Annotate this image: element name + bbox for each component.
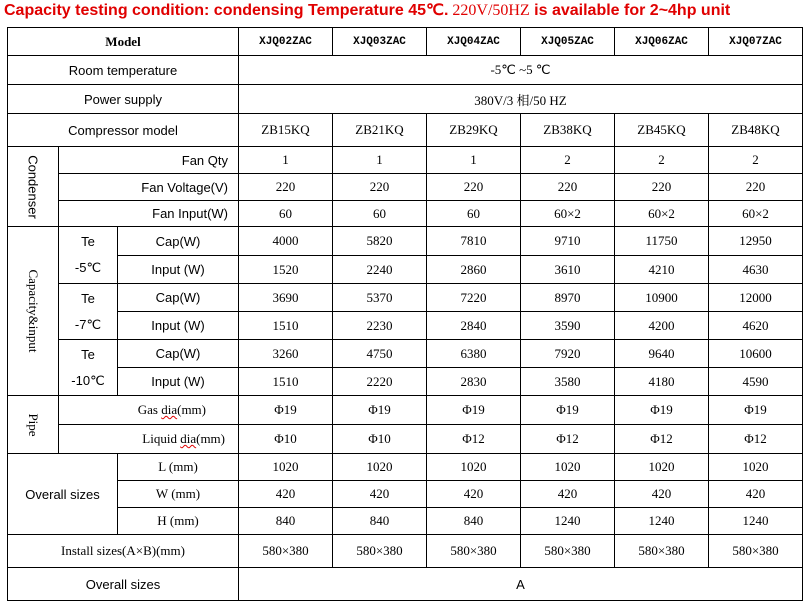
table-cell: 580×380 [333,535,427,568]
power-supply-label: Power supply [8,85,239,114]
model-cell: XJQ06ZAC [615,28,709,56]
footer-label: Overall sizes [8,568,239,601]
te-cell: Te -10℃ [59,340,118,396]
fan-input-label: Fan Input(W) [59,201,239,227]
table-cell: 420 [239,481,333,508]
table-cell: 220 [709,174,803,201]
liquid-dia-row [8,425,803,454]
compressor-cell: ZB29KQ [427,114,521,147]
cap-row [8,340,803,368]
power-supply-row [8,85,803,114]
compressor-cell: ZB38KQ [521,114,615,147]
length-label: L (mm) [118,454,239,481]
model-cell: XJQ05ZAC [521,28,615,56]
fan-qty-row [8,147,803,174]
model-row [8,28,803,56]
table-cell: 60×2 [615,201,709,227]
table-cell: 1 [239,147,333,174]
table-cell: 2830 [427,368,521,396]
table-cell: 420 [521,481,615,508]
model-label: Model [8,28,239,56]
table-cell: 4590 [709,368,803,396]
room-temperature-value: -5℃ ~5 ℃ [239,56,803,85]
cap-label: Cap(W) [118,284,239,312]
height-label: H (mm) [118,508,239,535]
table-cell: 1020 [427,454,521,481]
table-cell: 1510 [239,312,333,340]
table-cell: 2240 [333,256,427,284]
table-cell: 5370 [333,284,427,312]
table-cell: 220 [521,174,615,201]
table-cell: 3590 [521,312,615,340]
table-cell: 5820 [333,227,427,256]
table-cell: Φ12 [427,425,521,454]
table-cell: 220 [427,174,521,201]
table-cell: 580×380 [615,535,709,568]
title-condition: Capacity testing condition: condensing Temperature 45℃. [4,2,449,19]
table-cell: Φ12 [521,425,615,454]
table-cell: Φ12 [709,425,803,454]
table-cell: Φ19 [615,396,709,425]
table-cell: 220 [333,174,427,201]
table-cell: 580×380 [427,535,521,568]
condenser-group-label: Condenser [8,147,59,227]
specification-table [7,27,803,601]
title-power: 220V/50HZ [448,2,530,19]
table-cell: 220 [239,174,333,201]
power-supply-value: 380V/3 相/50 HZ [239,85,803,114]
table-cell: 1 [427,147,521,174]
table-cell: 9710 [521,227,615,256]
table-cell: Φ10 [333,425,427,454]
input-label: Input (W) [118,256,239,284]
table-cell: 1020 [615,454,709,481]
compressor-label: Compressor model [8,114,239,147]
table-cell: 3580 [521,368,615,396]
width-row [8,481,803,508]
table-cell: 12950 [709,227,803,256]
table-cell: Φ10 [239,425,333,454]
table-cell: 220 [615,174,709,201]
table-cell: 4630 [709,256,803,284]
table-cell: 12000 [709,284,803,312]
fan-qty-label: Fan Qty [59,147,239,174]
cap-row [8,227,803,256]
table-cell: 580×380 [709,535,803,568]
table-cell: 1240 [521,508,615,535]
table-cell: 60 [427,201,521,227]
table-cell: 2230 [333,312,427,340]
table-cell: 2 [615,147,709,174]
room-temperature-label: Room temperature [8,56,239,85]
compressor-row [8,114,803,147]
fan-voltage-label: Fan Voltage(V) [59,174,239,201]
page-title [4,0,730,22]
table-cell: 840 [239,508,333,535]
input-row [8,312,803,340]
table-cell: 60 [333,201,427,227]
table-cell: 420 [427,481,521,508]
table-cell: 1240 [615,508,709,535]
footer-row [8,568,803,601]
te-cell: Te -7℃ [59,284,118,340]
table-cell: 6380 [427,340,521,368]
table-cell: 4750 [333,340,427,368]
table-cell: Φ19 [427,396,521,425]
gas-dia-row [8,396,803,425]
model-cell: XJQ04ZAC [427,28,521,56]
capacity-group-label: Capacity&input [8,227,59,396]
cap-row [8,284,803,312]
table-cell: 10900 [615,284,709,312]
table-cell: 840 [333,508,427,535]
table-cell: 3260 [239,340,333,368]
cap-label: Cap(W) [118,227,239,256]
table-cell: 60 [239,201,333,227]
footer-value: A [239,568,803,601]
height-row [8,508,803,535]
table-cell: 2840 [427,312,521,340]
table-cell: 7810 [427,227,521,256]
input-label: Input (W) [118,368,239,396]
table-cell: Φ19 [521,396,615,425]
table-cell: 60×2 [521,201,615,227]
length-row [8,454,803,481]
table-cell: 420 [709,481,803,508]
table-cell: 1510 [239,368,333,396]
table-cell: Φ12 [615,425,709,454]
pipe-group-label: Pipe [8,396,59,454]
table-cell: 4000 [239,227,333,256]
compressor-cell: ZB15KQ [239,114,333,147]
table-cell: 1520 [239,256,333,284]
overall-sizes-group-label: Overall sizes [8,454,118,535]
table-cell: 420 [333,481,427,508]
model-cell: XJQ03ZAC [333,28,427,56]
width-label: W (mm) [118,481,239,508]
compressor-cell: ZB48KQ [709,114,803,147]
table-cell: 1240 [709,508,803,535]
fan-voltage-row [8,174,803,201]
table-cell: 4210 [615,256,709,284]
table-cell: 4200 [615,312,709,340]
table-cell: 580×380 [239,535,333,568]
gas-dia-label: Gas dia(mm) [59,396,239,425]
table-cell: 580×380 [521,535,615,568]
cap-label: Cap(W) [118,340,239,368]
install-sizes-label: Install sizes(A×B)(mm) [8,535,239,568]
compressor-cell: ZB45KQ [615,114,709,147]
table-cell: 1020 [709,454,803,481]
table-cell: 2220 [333,368,427,396]
table-cell: Φ19 [333,396,427,425]
table-cell: 420 [615,481,709,508]
table-cell: 1020 [333,454,427,481]
table-cell: 4620 [709,312,803,340]
table-cell: 2 [709,147,803,174]
model-cell: XJQ07ZAC [709,28,803,56]
fan-input-row [8,201,803,227]
table-cell: 11750 [615,227,709,256]
te-cell: Te -5℃ [59,227,118,284]
liquid-dia-label: Liquid dia(mm) [59,425,239,454]
input-row [8,368,803,396]
table-cell: Φ19 [709,396,803,425]
table-cell: 3610 [521,256,615,284]
table-cell: 3690 [239,284,333,312]
table-cell: 60×2 [709,201,803,227]
room-temperature-row [8,56,803,85]
table-cell: 840 [427,508,521,535]
table-cell: 7920 [521,340,615,368]
table-cell: 10600 [709,340,803,368]
table-cell: 4180 [615,368,709,396]
compressor-cell: ZB21KQ [333,114,427,147]
table-cell: 1020 [239,454,333,481]
title-availability: is available for 2~4hp unit [529,2,731,19]
table-cell: 2 [521,147,615,174]
table-cell: 1020 [521,454,615,481]
input-row [8,256,803,284]
table-cell: 8970 [521,284,615,312]
install-sizes-row [8,535,803,568]
table-cell: 7220 [427,284,521,312]
table-cell: 2860 [427,256,521,284]
table-cell: Φ19 [239,396,333,425]
table-cell: 9640 [615,340,709,368]
model-cell: XJQ02ZAC [239,28,333,56]
input-label: Input (W) [118,312,239,340]
table-cell: 1 [333,147,427,174]
